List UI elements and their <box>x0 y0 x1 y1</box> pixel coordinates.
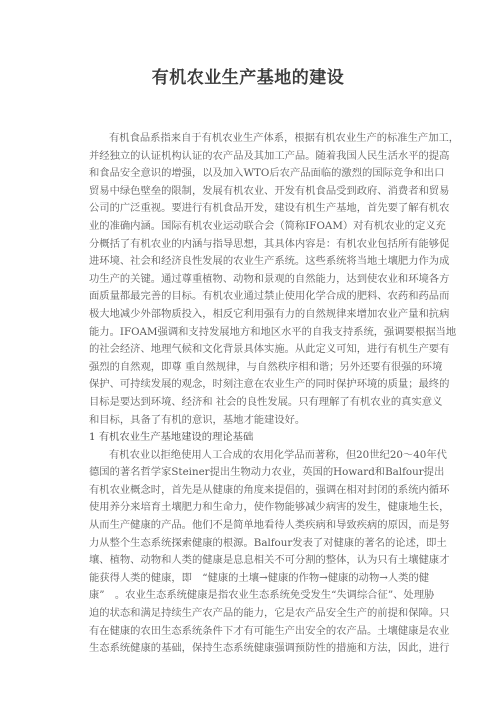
document-body <box>89 130 460 658</box>
text-line: 功生产的关键。通过尊重植物、动物和景观的自然能力，达到使农业和环境各方 <box>89 272 450 285</box>
text-line: 壤、植物、动物和人类的健康是息息相关不可分割的整体，认为只有土壤健康才 <box>89 554 450 567</box>
text-line: 和目标，具备了有机的意识，基地才能建设好。 <box>89 413 306 426</box>
text-line: 目标是要达到环境、经济和 社会的良性发展。只有理解了有机农业的真实意义 <box>89 395 443 408</box>
text-line: 康” 。农业生态系统健康是指农业生态系统免受发生“失调综合征”、处理胁 <box>89 589 435 602</box>
text-line: 公司的广泛重视。要进行有机食品开发，建设有机生产基地，首先要了解有机农 <box>89 202 450 215</box>
text-line: 并经独立的认证机构认证的农产品及其加工产品。随着我国人民生活水平的提高 <box>89 149 450 162</box>
text-line: 有机农业概念时，首先是从健康的角度来提倡的，强调在相对封闭的系统内循环 <box>89 483 450 496</box>
text-line: 使用养分来培育土壤肥力和生命力，使作物能够减少病害的发生，健康地生长， <box>89 501 450 514</box>
text-line: 有机食品系指来自于有机农业生产体系，根据有机农业生产的标准生产加工， <box>109 132 460 144</box>
text-line: 和食品安全意识的增强，以及加入WTO后农产品面临的激烈的国际竞争和出口 <box>89 167 445 180</box>
text-line: 业的准确内涵。国际有机农业运动联合会（简称IFOAM）对有机农业的定义充 <box>89 219 446 232</box>
text-line: 面质量都最完善的目标。有机农业通过禁止使用化学合成的肥料、农药和药品而 <box>89 290 450 303</box>
text-line: 贸易中绿色壁垒的限制，发展有机农业、开发有机食品受到政府、消费者和贸易 <box>89 184 450 197</box>
text-line: 的社会经济、地理气候和文化背景具体实施。从此定义可知，进行有机生产要有 <box>89 343 450 356</box>
text-line: 能力。IFOAM强调和支持发展地方和地区水平的自我支持系统，强调要根据当地 <box>89 325 457 338</box>
text-line: 生态系统健康的基础，保持生态系统健康强调预防性的措施和方法，因此，进行 <box>89 642 450 655</box>
text-line: 进环境、社会和经济良性发展的农业生产系统。这些系统将当地土壤肥力作为成 <box>89 255 450 268</box>
text-line: 分概括了有机农业的内涵与指导思想，其具体内容是：有机农业包括所有能够促 <box>89 237 450 250</box>
text-line: 极大地减少外部物质投入，相反它利用强有力的自然规律来增加农业产量和抗病 <box>89 307 450 320</box>
text-line: 有机农业以拒绝使用人工合成的农用化学品而著称，但20世纪20～40年代 <box>109 448 447 461</box>
text-line: 迫的状态和满足持续生产农产品的能力，它是农产品安全生产的前提和保障。只 <box>89 607 450 620</box>
text-line: 德国的著名哲学家Steiner提出生物动力农业，英国的Howard和Balfour提出 <box>89 466 445 479</box>
text-line: 保护、可持续发展的观念，时刻注意在农业生产的同时保护环境的质量；最终的 <box>89 378 450 391</box>
text-line: 有在健康的农田生态系统条件下才有可能生产出安全的农产品。土壤健康是农业 <box>89 624 450 637</box>
page-title: 有机农业生产基地的建设 <box>151 68 345 88</box>
text-line: 能获得人类的健康，即 “健康的土壤→健康的作物→健康的动物→人类的健 <box>89 571 430 584</box>
text-line: 强烈的自然观，即尊 重自然规律，与自然秩序相和谐；另外还要有很强的环境 <box>89 360 443 373</box>
text-line: 力从整个生态系统探索健康的根源。Balfour发表了对健康的著名的论述，即土 <box>89 536 447 549</box>
section-heading: 1 有机农业生产基地建设的理论基础 <box>89 431 254 444</box>
text-line: 从而生产健康的产品。他们不是简单地看待人类疾病和导致疾病的原因，而是努 <box>89 519 450 532</box>
